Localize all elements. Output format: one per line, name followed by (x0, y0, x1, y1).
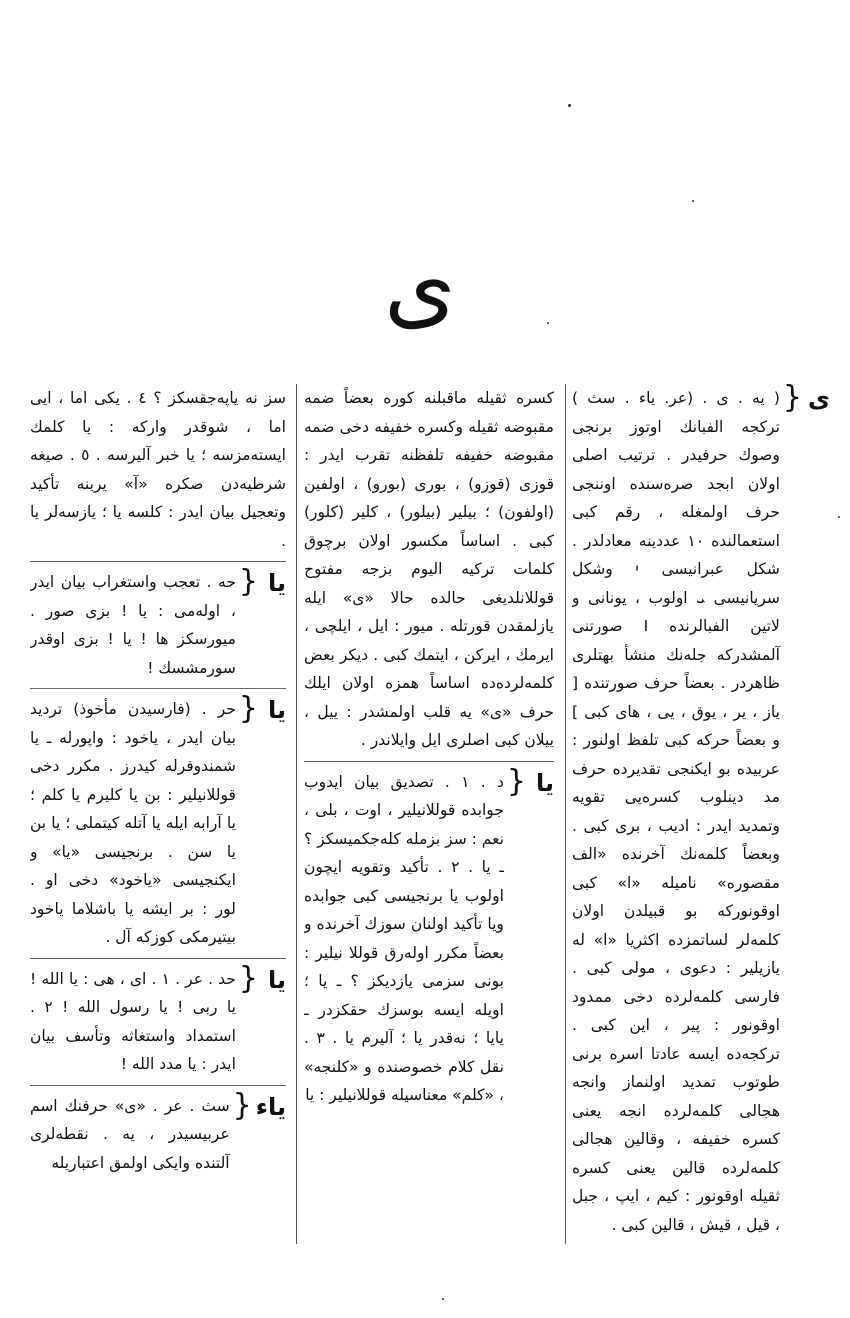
entry-continuation (304, 384, 554, 755)
entry-definition: کسره ثقیله ماقبلنه کوره بعضاً ضمه مقبوضه ثقیله وکسره خفیفه دخی ضمه مقبوضه خفیفه تلفظنه تقرب ایدر : قوزی (قوزو) ، بوری (بورو) ، اولفین (اولفون) ؛ بیلیر (بیلور) ، کلیر (کلور) کبی . اساساً مکسور اولان برچوق کلمات ترکیه الیوم بزجه مفتوح قوللانلدیغی حالده حالا «ی» ایله یازلمقدن قورتله . میور : ایل ، ایلچی ، ایرمك ، ایرکن ، ایتمك کبی . دیکر بعض کلمه‌لرده‌ده اساساً همزه اولان ایلك حرف «ی» یه قلب اولمشدر : ییل ، ییلان کبی اصلری ایل وایلاندر . (304, 389, 554, 749)
entry-headword: یا (267, 696, 286, 724)
print-speck (547, 322, 549, 324)
print-speck (568, 104, 571, 107)
print-speck (692, 200, 694, 202)
entry-headword: یا (267, 569, 286, 597)
entry-brace: { (238, 564, 258, 599)
entry-definition: حر . (فارسیدن مأخوذ) تردید بیان ایدر ، یاخود : واپورله ـ یا شمندوفرله کیدرز . مکرر دخی قوللانیلیر : بن یا کلیرم یا کلم ؛ یا آرابه ایله یا آتله کیتملی ؛ یا بن یا سن . برنجیسی «یا» و ایکنجیسی «یاخود» دخی او . لور : بر ایشه یا باشلاما یاخود بیتیرمکی کوزکه آل . (30, 700, 236, 946)
entry-definition: حد . عر . ۱ . ای ، هی : یا الله ! یا ربی ! یا رسول الله ! ۲ . استمداد واستغاثه وتأسف بیان ایدر : یا مدد الله ! (30, 969, 236, 1073)
entry-continuation (30, 384, 286, 555)
dictionary-entry (30, 688, 286, 952)
entry-definition: ( یه . ی . (عر. یاء . سث ) ترکجه الفبانك اوتوز برنجی وصوك حرفیدر . ترتیب اصلی اولان ابجد صره‌سنده اوننجی حرف اولمغله ، رقم کبی استعمالنده ۱۰ عددینه معادلدر . شکل عبرانیسی י وشکل سریانیسی ܝ اولوب ، یونانی و لاتین الفبالرنده I صورتنی آلمشدرکه جله‌نك منشأ بهتلری ظاهردر . بعضاً حرف صورتنده [ یاز ، یر ، یوق ، یی ، های کبی ] و بعضاً حرکه کبی تلفظ اولنور : عربیده بو ایکنجی تقدیرده حرف مد دینلوب کسره‌یی تقویه وتمدید ایدر : ادیب ، بری کبی . وبعضاً کلمه‌نك آخرنده «الف مقصوره» نامیله «ا» کبی اوقونورکه بو قبیلدن اولان کلمه‌لر لساتمزده اکثریا «ا» له یازیلیر : دعوی ، مولی کبی . فارسی کلمه‌لرده دخی ممدود اوقونور : پیر ، این کبی . ترکجه‌ده ایسه عادتا اسره برنی طوتوب تمدید اولنماز وانجه هجالی کلمه‌لرده انجه یعنی کسره خفیفه ، وقالین هجالی کلمه‌لرده قالین یعنی کسره ثقیله اوقونور : کیم ، ایپ ، جبل ، قیل ، قیش ، قالین کبی . (572, 389, 780, 1234)
entry-brace: { (238, 960, 258, 996)
entry-definition: سز نه یاپه‌جقسکز ؟ ٤ . یکی اما ، ایی اما ، شوقدر وارکه : یا کلمك ایسته‌مزسه ؛ یا خبر آلیرسه . ٥ . صیغه شرطیه‌دن صکره «آ» یرینه تأکید وتعجیل بیان ایدر : کلسه یا ؛ یازسه‌لر یا . (30, 389, 286, 550)
column-rule (296, 384, 297, 1244)
print-speck (442, 1298, 444, 1300)
entry-headword: یا (267, 965, 286, 994)
entry-definition: د . ۱ . تصدیق بیان ایدوب جوابده قوللانیلیر ، اوت ، بلی ، نعم : سز بزمله کله‌جکمیسکز ؟ ـ یا . ۲ . تأکید وتقویه ایچون اولوب یا برنجیسی کبی جوابده ویا تأکید اولنان سوزك آخرنده و بعضاً مکرر اوله‌رق قوللا نیلیر : بونی سزمی یازدیکز ؟ ـ یا ؛ اویله ایسه بوسزك حقکزدر ـ یایا ؛ نه‌قدر یا ؛ آلیرم یا . ۳ . نقل کلام خصوصنده و «کلنجه» ، «کلم» معناسیله قوللانیلیر : یا (304, 772, 504, 1104)
column-right (572, 384, 830, 1284)
entry-brace: { (232, 1087, 252, 1123)
entry-brace: { (782, 384, 802, 415)
column-rule (565, 384, 566, 1244)
dictionary-entry (30, 561, 286, 682)
column-middle (304, 384, 554, 1284)
entry-headword: ی (808, 385, 830, 413)
entry-brace: { (238, 691, 258, 726)
section-letter-heading: ی (383, 232, 456, 339)
dictionary-entry (572, 384, 830, 1239)
print-speck (838, 516, 840, 518)
entry-definition: سث . عر . «ی» حرفنك اسم عربیسیدر ، یه . نقطه‌لری آلتنده وایکی اولمق اعتباریله (30, 1096, 230, 1172)
entry-headword: یا (535, 768, 554, 797)
entry-brace: { (506, 763, 526, 799)
dictionary-entry (30, 958, 286, 1079)
column-left (30, 384, 286, 1284)
entry-definition: حه . تعجب واستغراب بیان ایدر ، اوله‌می : یا ! بزی صور . میورسکز ها ! یا ! بزی اوقدر سورمشسك ! (30, 573, 236, 677)
dictionary-entry (304, 761, 554, 1110)
entry-headword: یاء (255, 1092, 286, 1121)
dictionary-entry (30, 1085, 286, 1178)
